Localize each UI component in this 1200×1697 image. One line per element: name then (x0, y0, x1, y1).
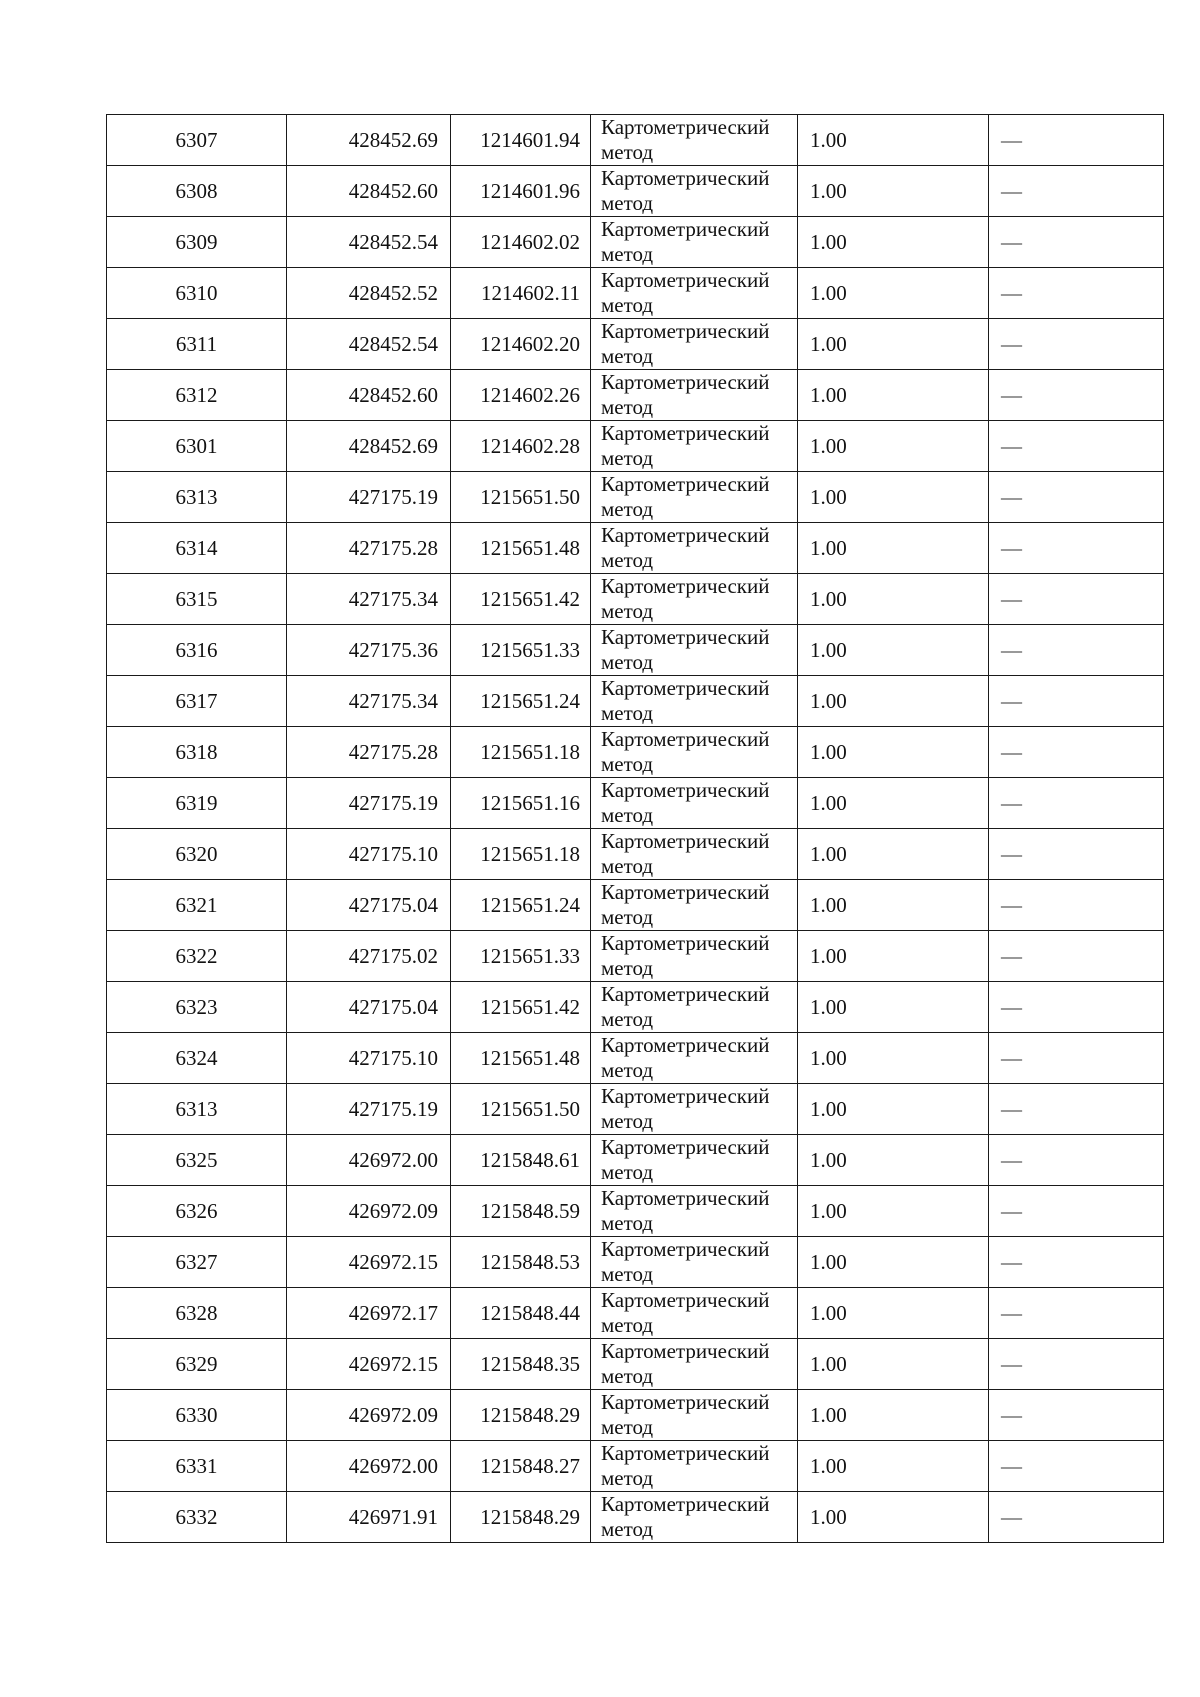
method-line-1: Картометрический (601, 115, 770, 139)
note-cell: — (989, 880, 1164, 931)
x-coordinate-cell: 426972.17 (287, 1288, 451, 1339)
method-line-2: метод (601, 497, 654, 521)
method-line-2: метод (601, 1313, 654, 1337)
method-line-2: метод (601, 344, 654, 368)
table-row (107, 1033, 1164, 1084)
method-cell (591, 1084, 798, 1135)
method-cell (591, 1135, 798, 1186)
x-coordinate-cell: 427175.19 (287, 778, 451, 829)
table-row (107, 523, 1164, 574)
method-cell (591, 778, 798, 829)
x-coordinate-cell: 426972.00 (287, 1135, 451, 1186)
accuracy-cell: 1.00 (798, 778, 989, 829)
method-line-2: метод (601, 1058, 654, 1082)
method-cell (591, 1033, 798, 1084)
method-line-1: Картометрический (601, 319, 770, 343)
accuracy-cell: 1.00 (798, 1033, 989, 1084)
note-cell: — (989, 115, 1164, 166)
point-number-cell: 6308 (107, 166, 287, 217)
x-coordinate-cell: 426971.91 (287, 1492, 451, 1543)
y-coordinate-cell: 1215651.18 (451, 829, 591, 880)
note-cell: — (989, 1186, 1164, 1237)
x-coordinate-cell: 428452.60 (287, 166, 451, 217)
method-line-2: метод (601, 803, 654, 827)
method-cell (591, 319, 798, 370)
point-number-cell: 6324 (107, 1033, 287, 1084)
table-row (107, 115, 1164, 166)
note-cell: — (989, 982, 1164, 1033)
note-cell: — (989, 523, 1164, 574)
method-line-1: Картометрический (601, 778, 770, 802)
x-coordinate-cell: 428452.54 (287, 217, 451, 268)
note-cell: — (989, 217, 1164, 268)
y-coordinate-cell: 1215651.42 (451, 982, 591, 1033)
y-coordinate-cell: 1215651.24 (451, 880, 591, 931)
note-cell: — (989, 166, 1164, 217)
x-coordinate-cell: 428452.54 (287, 319, 451, 370)
method-cell (591, 1237, 798, 1288)
method-cell (591, 931, 798, 982)
accuracy-cell: 1.00 (798, 370, 989, 421)
point-number-cell: 6320 (107, 829, 287, 880)
table-row (107, 1390, 1164, 1441)
method-cell (591, 472, 798, 523)
accuracy-cell: 1.00 (798, 115, 989, 166)
y-coordinate-cell: 1215651.48 (451, 523, 591, 574)
x-coordinate-cell: 427175.04 (287, 982, 451, 1033)
method-line-1: Картометрический (601, 1390, 770, 1414)
method-line-1: Картометрический (601, 1033, 770, 1057)
method-line-1: Картометрический (601, 268, 770, 292)
y-coordinate-cell: 1214601.94 (451, 115, 591, 166)
y-coordinate-cell: 1214602.26 (451, 370, 591, 421)
note-cell: — (989, 319, 1164, 370)
point-number-cell: 6322 (107, 931, 287, 982)
method-line-2: метод (601, 191, 654, 215)
point-number-cell: 6313 (107, 1084, 287, 1135)
table-row (107, 1288, 1164, 1339)
y-coordinate-cell: 1215848.53 (451, 1237, 591, 1288)
note-cell: — (989, 1084, 1164, 1135)
accuracy-cell: 1.00 (798, 1135, 989, 1186)
x-coordinate-cell: 427175.04 (287, 880, 451, 931)
method-line-2: метод (601, 140, 654, 164)
method-cell (591, 1441, 798, 1492)
accuracy-cell: 1.00 (798, 1186, 989, 1237)
accuracy-cell: 1.00 (798, 625, 989, 676)
point-number-cell: 6331 (107, 1441, 287, 1492)
method-cell (591, 421, 798, 472)
note-cell: — (989, 421, 1164, 472)
x-coordinate-cell: 427175.28 (287, 523, 451, 574)
point-number-cell: 6327 (107, 1237, 287, 1288)
point-number-cell: 6312 (107, 370, 287, 421)
y-coordinate-cell: 1215848.59 (451, 1186, 591, 1237)
accuracy-cell: 1.00 (798, 574, 989, 625)
y-coordinate-cell: 1215651.16 (451, 778, 591, 829)
accuracy-cell: 1.00 (798, 472, 989, 523)
point-number-cell: 6314 (107, 523, 287, 574)
method-line-2: метод (601, 1160, 654, 1184)
table-row (107, 1339, 1164, 1390)
note-cell: — (989, 1339, 1164, 1390)
table-row (107, 370, 1164, 421)
accuracy-cell: 1.00 (798, 217, 989, 268)
table-row (107, 880, 1164, 931)
coordinates-table (106, 114, 1164, 1543)
y-coordinate-cell: 1214602.02 (451, 217, 591, 268)
note-cell: — (989, 676, 1164, 727)
accuracy-cell: 1.00 (798, 166, 989, 217)
x-coordinate-cell: 426972.15 (287, 1237, 451, 1288)
point-number-cell: 6317 (107, 676, 287, 727)
method-line-1: Картометрический (601, 1084, 770, 1108)
point-number-cell: 6330 (107, 1390, 287, 1441)
y-coordinate-cell: 1214602.20 (451, 319, 591, 370)
point-number-cell: 6307 (107, 115, 287, 166)
method-line-2: метод (601, 599, 654, 623)
method-line-1: Картометрический (601, 1441, 770, 1465)
method-line-2: метод (601, 1517, 654, 1541)
note-cell: — (989, 829, 1164, 880)
note-cell: — (989, 472, 1164, 523)
point-number-cell: 6313 (107, 472, 287, 523)
method-line-2: метод (601, 905, 654, 929)
y-coordinate-cell: 1215651.50 (451, 1084, 591, 1135)
point-number-cell: 6329 (107, 1339, 287, 1390)
y-coordinate-cell: 1215848.35 (451, 1339, 591, 1390)
accuracy-cell: 1.00 (798, 421, 989, 472)
point-number-cell: 6321 (107, 880, 287, 931)
method-line-2: метод (601, 242, 654, 266)
method-line-2: метод (601, 1109, 654, 1133)
x-coordinate-cell: 426972.09 (287, 1390, 451, 1441)
method-cell (591, 1390, 798, 1441)
accuracy-cell: 1.00 (798, 1084, 989, 1135)
point-number-cell: 6311 (107, 319, 287, 370)
x-coordinate-cell: 427175.02 (287, 931, 451, 982)
method-cell (591, 268, 798, 319)
table-row (107, 217, 1164, 268)
method-line-1: Картометрический (601, 574, 770, 598)
method-line-1: Картометрический (601, 625, 770, 649)
accuracy-cell: 1.00 (798, 931, 989, 982)
method-line-1: Картометрический (601, 523, 770, 547)
method-cell (591, 1492, 798, 1543)
accuracy-cell: 1.00 (798, 1288, 989, 1339)
x-coordinate-cell: 427175.34 (287, 676, 451, 727)
accuracy-cell: 1.00 (798, 982, 989, 1033)
point-number-cell: 6309 (107, 217, 287, 268)
method-line-2: метод (601, 1364, 654, 1388)
method-line-1: Картометрический (601, 982, 770, 1006)
method-line-1: Картометрический (601, 370, 770, 394)
point-number-cell: 6323 (107, 982, 287, 1033)
accuracy-cell: 1.00 (798, 523, 989, 574)
table-row (107, 1237, 1164, 1288)
point-number-cell: 6301 (107, 421, 287, 472)
method-line-1: Картометрический (601, 676, 770, 700)
method-line-2: метод (601, 1211, 654, 1235)
y-coordinate-cell: 1215651.42 (451, 574, 591, 625)
y-coordinate-cell: 1214601.96 (451, 166, 591, 217)
note-cell: — (989, 1237, 1164, 1288)
method-cell (591, 676, 798, 727)
method-line-2: метод (601, 1415, 654, 1439)
point-number-cell: 6328 (107, 1288, 287, 1339)
x-coordinate-cell: 428452.69 (287, 421, 451, 472)
method-line-1: Картометрический (601, 472, 770, 496)
x-coordinate-cell: 428452.52 (287, 268, 451, 319)
method-line-1: Картометрический (601, 1135, 770, 1159)
x-coordinate-cell: 427175.34 (287, 574, 451, 625)
y-coordinate-cell: 1215651.24 (451, 676, 591, 727)
y-coordinate-cell: 1215651.50 (451, 472, 591, 523)
method-cell (591, 115, 798, 166)
method-line-1: Картометрический (601, 421, 770, 445)
method-line-1: Картометрический (601, 1288, 770, 1312)
table-row (107, 1186, 1164, 1237)
note-cell: — (989, 1288, 1164, 1339)
method-line-2: метод (601, 701, 654, 725)
table-row (107, 574, 1164, 625)
method-line-2: метод (601, 548, 654, 572)
method-line-2: метод (601, 395, 654, 419)
method-line-1: Картометрический (601, 1492, 770, 1516)
table-row (107, 166, 1164, 217)
accuracy-cell: 1.00 (798, 727, 989, 778)
note-cell: — (989, 778, 1164, 829)
method-cell (591, 727, 798, 778)
x-coordinate-cell: 427175.10 (287, 1033, 451, 1084)
method-line-2: метод (601, 752, 654, 776)
method-line-1: Картометрический (601, 217, 770, 241)
x-coordinate-cell: 426972.15 (287, 1339, 451, 1390)
y-coordinate-cell: 1215848.61 (451, 1135, 591, 1186)
note-cell: — (989, 727, 1164, 778)
method-line-1: Картометрический (601, 829, 770, 853)
y-coordinate-cell: 1215651.33 (451, 931, 591, 982)
table-row (107, 1441, 1164, 1492)
point-number-cell: 6332 (107, 1492, 287, 1543)
point-number-cell: 6318 (107, 727, 287, 778)
accuracy-cell: 1.00 (798, 880, 989, 931)
x-coordinate-cell: 428452.60 (287, 370, 451, 421)
method-cell (591, 370, 798, 421)
table-row (107, 319, 1164, 370)
note-cell: — (989, 574, 1164, 625)
table-row (107, 676, 1164, 727)
table-row (107, 931, 1164, 982)
method-cell (591, 625, 798, 676)
accuracy-cell: 1.00 (798, 1339, 989, 1390)
method-line-2: метод (601, 1007, 654, 1031)
table-row (107, 268, 1164, 319)
x-coordinate-cell: 427175.19 (287, 472, 451, 523)
method-cell (591, 574, 798, 625)
method-cell (591, 166, 798, 217)
y-coordinate-cell: 1215651.33 (451, 625, 591, 676)
accuracy-cell: 1.00 (798, 1390, 989, 1441)
table-row (107, 625, 1164, 676)
method-cell (591, 1339, 798, 1390)
y-coordinate-cell: 1215848.44 (451, 1288, 591, 1339)
point-number-cell: 6315 (107, 574, 287, 625)
x-coordinate-cell: 427175.36 (287, 625, 451, 676)
method-cell (591, 1288, 798, 1339)
y-coordinate-cell: 1215651.18 (451, 727, 591, 778)
y-coordinate-cell: 1215848.27 (451, 1441, 591, 1492)
note-cell: — (989, 1390, 1164, 1441)
note-cell: — (989, 1135, 1164, 1186)
accuracy-cell: 1.00 (798, 829, 989, 880)
x-coordinate-cell: 426972.09 (287, 1186, 451, 1237)
x-coordinate-cell: 427175.28 (287, 727, 451, 778)
method-line-2: метод (601, 293, 654, 317)
point-number-cell: 6319 (107, 778, 287, 829)
x-coordinate-cell: 426972.00 (287, 1441, 451, 1492)
x-coordinate-cell: 427175.19 (287, 1084, 451, 1135)
note-cell: — (989, 625, 1164, 676)
method-line-1: Картометрический (601, 166, 770, 190)
note-cell: — (989, 370, 1164, 421)
x-coordinate-cell: 428452.69 (287, 115, 451, 166)
method-line-1: Картометрический (601, 880, 770, 904)
table-row (107, 472, 1164, 523)
method-line-2: метод (601, 1262, 654, 1286)
method-line-2: метод (601, 650, 654, 674)
table-row (107, 778, 1164, 829)
method-line-2: метод (601, 1466, 654, 1490)
table-row (107, 1135, 1164, 1186)
note-cell: — (989, 1441, 1164, 1492)
table-body (107, 115, 1164, 1543)
x-coordinate-cell: 427175.10 (287, 829, 451, 880)
y-coordinate-cell: 1214602.28 (451, 421, 591, 472)
y-coordinate-cell: 1215651.48 (451, 1033, 591, 1084)
method-line-1: Картометрический (601, 1237, 770, 1261)
accuracy-cell: 1.00 (798, 676, 989, 727)
method-line-1: Картометрический (601, 727, 770, 751)
point-number-cell: 6326 (107, 1186, 287, 1237)
point-number-cell: 6316 (107, 625, 287, 676)
accuracy-cell: 1.00 (798, 1441, 989, 1492)
accuracy-cell: 1.00 (798, 319, 989, 370)
method-line-2: метод (601, 854, 654, 878)
table-row (107, 727, 1164, 778)
table-row (107, 829, 1164, 880)
method-cell (591, 880, 798, 931)
table-row (107, 982, 1164, 1033)
method-cell (591, 1186, 798, 1237)
note-cell: — (989, 1492, 1164, 1543)
method-cell (591, 829, 798, 880)
point-number-cell: 6310 (107, 268, 287, 319)
note-cell: — (989, 268, 1164, 319)
y-coordinate-cell: 1215848.29 (451, 1390, 591, 1441)
accuracy-cell: 1.00 (798, 1492, 989, 1543)
method-cell (591, 982, 798, 1033)
accuracy-cell: 1.00 (798, 1237, 989, 1288)
y-coordinate-cell: 1215848.29 (451, 1492, 591, 1543)
table-row (107, 1084, 1164, 1135)
method-line-1: Картометрический (601, 931, 770, 955)
note-cell: — (989, 1033, 1164, 1084)
accuracy-cell: 1.00 (798, 268, 989, 319)
table-row (107, 1492, 1164, 1543)
method-cell (591, 217, 798, 268)
method-cell (591, 523, 798, 574)
method-line-2: метод (601, 956, 654, 980)
method-line-1: Картометрический (601, 1186, 770, 1210)
point-number-cell: 6325 (107, 1135, 287, 1186)
note-cell: — (989, 931, 1164, 982)
table-row (107, 421, 1164, 472)
y-coordinate-cell: 1214602.11 (451, 268, 591, 319)
method-line-1: Картометрический (601, 1339, 770, 1363)
method-line-2: метод (601, 446, 654, 470)
